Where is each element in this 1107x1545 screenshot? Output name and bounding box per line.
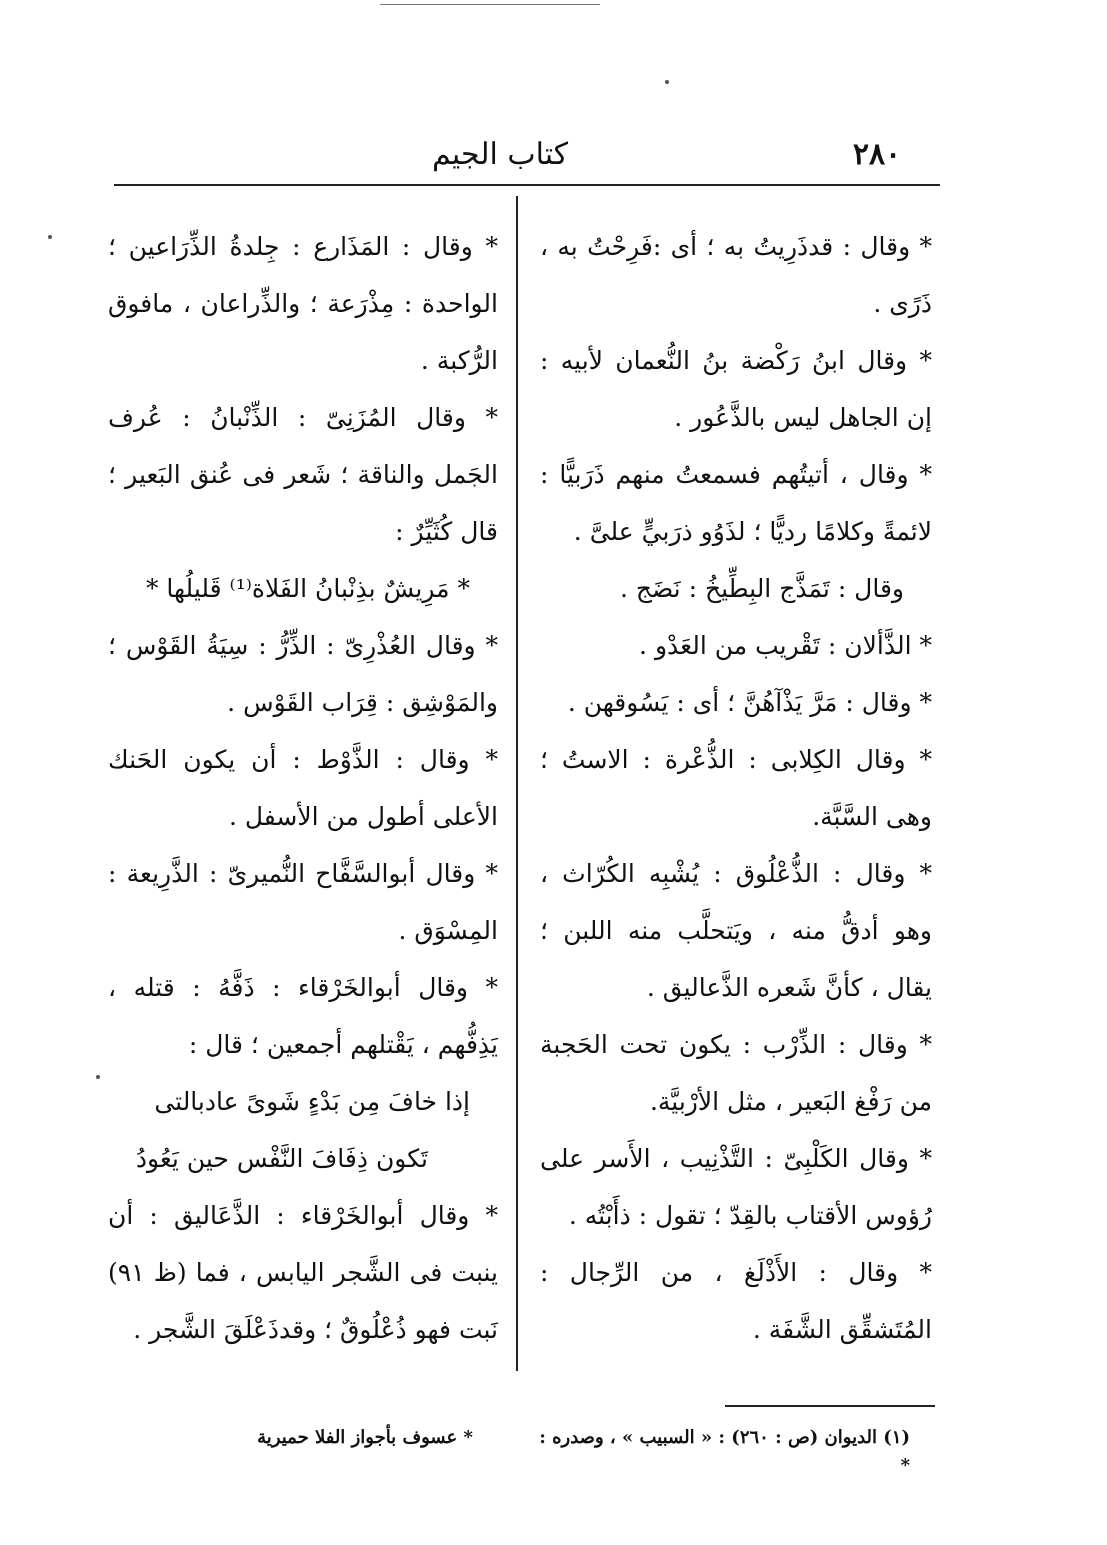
entry: * وقال : قدذَرِيتُ به ؛ أى :فَرِحْتُ به ، ذَرًى . — [540, 232, 932, 318]
entry: * وقال : مَرَّ يَذْآهُنَّ ؛ أى : يَسُوقهن . — [567, 688, 932, 717]
footnote-verse: * عسوف بأجواز الفلا حميرية * — [257, 1427, 910, 1476]
scan-speck — [665, 80, 669, 84]
entry: * وقال : الأَذْلَغ ، من الرِّجال : المُتَشقِّق الشَّفَة . — [540, 1258, 932, 1344]
entry: * وقال المُزَنِىّ : الذِّنْبانُ : عُرف الجَمل والناقة ؛ شَعر فى عُنق البَعير ؛ قال كُثَيِّرٌ : — [108, 403, 498, 546]
footnote — [190, 1424, 910, 1480]
footnote-note: (١) الديوان (ص : ٢٦٠) : « السبيب » ، وصدره : — [539, 1427, 910, 1448]
entry: * وقال أبوالخَرْقاء : الذَّعَاليق : أن ينبت فى الشَّجر اليابس ، فما (ظ ٩١) نَبت فهو ذُعْلُوقٌ ؛ وقدذَعْلَقَ الشَّجر . — [108, 1201, 498, 1344]
left-column — [108, 218, 498, 1358]
entry: * وقال : الذُّعْلُوق : يُشْبِه الكُرّاث ، وهو أدقُّ منه ، ويَتحلَّب منه اللبن ؛ يقال ، كأنَّ شَعره الذَّعاليق . — [540, 859, 932, 1002]
entry: * وقال : الذَّوْط : أن يكون الحَنك الأعلى أطول من الأسفل . — [108, 745, 498, 831]
entry: * وقال أبوالخَرْقاء : ذَفَّهُ : قتله ، يَذِفُّهم ، يَقْتلهم أجمعين ؛ قال : — [108, 973, 498, 1059]
page-number: ٢٨٠ — [852, 137, 902, 172]
entry: * وقال ابنُ رَكْضة بنُ النُّعمان لأبيه : إن الجاهل ليس بالذَّعُور . — [540, 346, 932, 432]
scan-speck — [48, 235, 52, 239]
verse-line: إذا خافَ مِن بَدْءٍ شَوىً عادبالتى — [154, 1087, 470, 1116]
entry: * وقال : الذِّرْب : يكون تحت الحَجبة من رَفْغ البَعير ، مثل الأرْبيَّة. — [540, 1030, 932, 1116]
entry: * وقال الكِلابى : الذُّعْرة : الاستُ ؛ وهى السَّبَّة. — [540, 745, 932, 831]
column-divider — [516, 196, 518, 1371]
entry: * وقال الكَلْبِىّ : التَّذْنِيب ، الأَسر على رُؤوس الأقتاب بالقِدّ ؛ تقول : ذأَبْتُه . — [540, 1144, 932, 1230]
entry: * وقال أبوالسَّفَّاح النُّميرىّ : الذَّرِيعة : المِسْوَق . — [108, 859, 498, 945]
entry: * وقال : المَذَارع : جِلدةُ الذِّرَاعين ؛ الواحدة : مِذْرَعة ؛ والذِّراعان ، مافوق الرُّكبة . — [108, 232, 498, 375]
header-rule — [114, 184, 940, 186]
entry: * وقال العُذْرِىّ : الذِّرُّ : سِيَةُ القَوْس ؛ والمَوْشِق : قِرَاب القَوْس . — [108, 631, 498, 717]
scan-speck — [96, 1075, 100, 1079]
verse-line: * مَرِيشٌ بذِنْبانُ الفَلاة⁽¹⁾ قَليلُها * — [145, 574, 470, 603]
entry: وقال : تَمَذَّج البِطِّيخُ : نَضَج . — [619, 574, 904, 603]
right-column — [540, 218, 932, 1358]
verse-line: تَكون ذِفَافَ النَّفْس حين يَعُودُ — [135, 1144, 428, 1173]
top-edge-rule — [380, 4, 600, 5]
footnote-rule — [725, 1405, 935, 1407]
entry: * وقال ، أتيتُهم فسمعتُ منهم ذَرَبيًّا : لائمةً وكلامًا رديًّا ؛ لذَوُو ذرَبيٍّ علىَّ . — [540, 460, 932, 546]
running-title: كتاب الجيم — [431, 137, 569, 172]
entry: * الذَّألان : تَقْريب من العَدْو . — [639, 631, 932, 660]
